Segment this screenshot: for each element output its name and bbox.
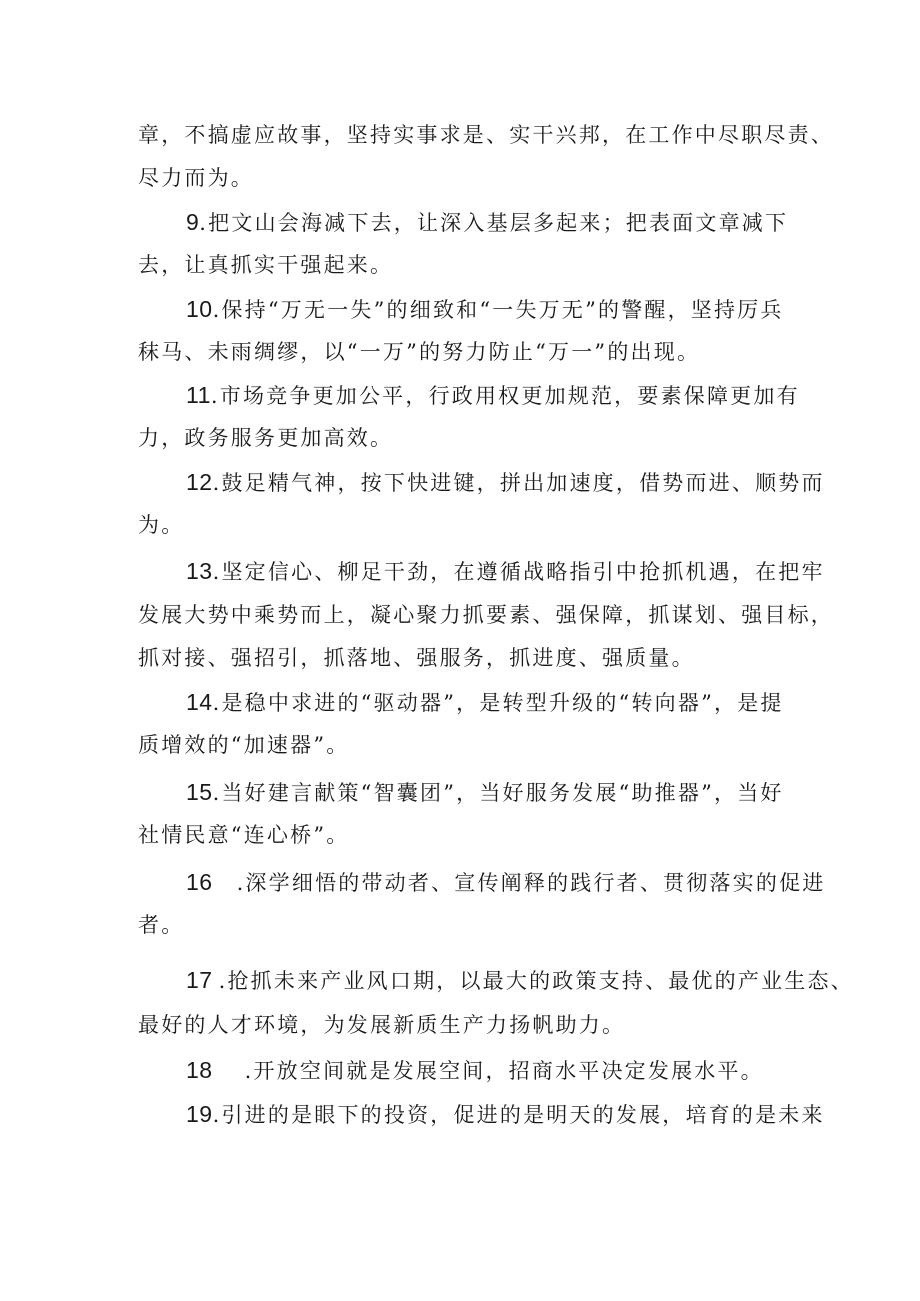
list-item-11: [186, 380, 800, 411]
text-line: [138, 163, 254, 193]
line-text: 最好的人才环境，为发展新质生产力扬帆助力。: [138, 1013, 626, 1037]
list-item-9: [186, 207, 788, 238]
line-text: 章，不搞虚应故事，坚持实事求是、实干兴邦，在工作中尽职尽责、: [138, 123, 834, 147]
item-number: 17: [186, 967, 213, 993]
line-text: .市场竞争更加公平，行政用权更加规范，要素保障更加有: [210, 384, 800, 408]
line-text: .开放空间就是发展空间，招商水平决定发展水平。: [244, 1059, 764, 1083]
item-number: 19: [186, 1101, 213, 1127]
line-text: .引进的是眼下的投资，促进的是明天的发展，培育的是未来: [212, 1103, 825, 1127]
line-text: 抓对接、强招引，抓落地、强服务，抓进度、强质量。: [138, 646, 695, 670]
item-number: 14: [186, 689, 213, 715]
text-line: [138, 820, 349, 850]
line-text: .把文山会海减下去，让深入基层多起来；把表面文章减下: [199, 211, 789, 235]
text-line: [138, 643, 695, 673]
item-number: 10: [186, 296, 213, 322]
item-number: 13: [186, 558, 213, 584]
line-text: .保持“万无一失”的细致和“一失万无”的警醒，坚持厉兵: [212, 298, 784, 322]
line-text: .抢抓未来产业风口期，以最大的政策支持、最优的产业生态、: [218, 969, 854, 993]
list-item-13: [186, 556, 825, 587]
line-text: 社情民意“连心桥”。: [138, 823, 350, 847]
text-line: [138, 910, 184, 940]
line-text: 力，政务服务更加高效。: [138, 426, 394, 450]
text-line: [138, 337, 700, 367]
text-line: [138, 730, 349, 760]
line-text: 去，让真抓实干强起来。: [138, 253, 394, 277]
item-number: 12: [186, 469, 213, 495]
line-text: 尽力而为。: [138, 166, 254, 190]
item-number: 9: [186, 209, 200, 235]
text-line: [138, 120, 834, 150]
item-number: 18: [186, 1057, 213, 1083]
item-number: 15: [186, 779, 213, 805]
line-text: 者。: [138, 913, 185, 937]
list-item-10: [186, 294, 784, 325]
list-item-19: [186, 1099, 825, 1130]
text-line: [138, 1010, 625, 1040]
line-text: 秣马、未雨绸缪，以“一万”的努力防止“万一”的出现。: [138, 340, 701, 364]
line-text: .当好建言献策“智囊团”，当好服务发展“助推器”，当好: [212, 781, 784, 805]
text-line: [138, 510, 184, 540]
list-item-12: [186, 467, 825, 498]
line-text: .鼓足精气神，按下快进键，拼出加速度，借势而进、顺势而: [212, 471, 825, 495]
list-item-15: [186, 777, 784, 808]
list-item-16: [186, 867, 825, 898]
line-text: .坚定信心、柳足干劲，在遵循战略指引中抢抓机遇，在把牢: [212, 560, 825, 584]
line-text: .深学细悟的带动者、宣传阐释的践行者、贯彻落实的促进: [236, 871, 826, 895]
item-number: 11: [186, 382, 211, 408]
item-number: 16: [186, 869, 213, 895]
list-item-18: [186, 1055, 764, 1086]
list-item-17: [186, 965, 854, 996]
line-text: 质增效的“加速器”。: [138, 733, 350, 757]
line-text: 为。: [138, 513, 185, 537]
text-line: [138, 423, 393, 453]
text-line: [138, 600, 834, 630]
list-item-14: [186, 687, 784, 718]
line-text: .是稳中求进的“驱动器”，是转型升级的“转向器”，是提: [212, 691, 784, 715]
text-line: [138, 250, 393, 280]
line-text: 发展大势中乘势而上，凝心聚力抓要素、强保障，抓谋划、强目标，: [138, 603, 834, 627]
